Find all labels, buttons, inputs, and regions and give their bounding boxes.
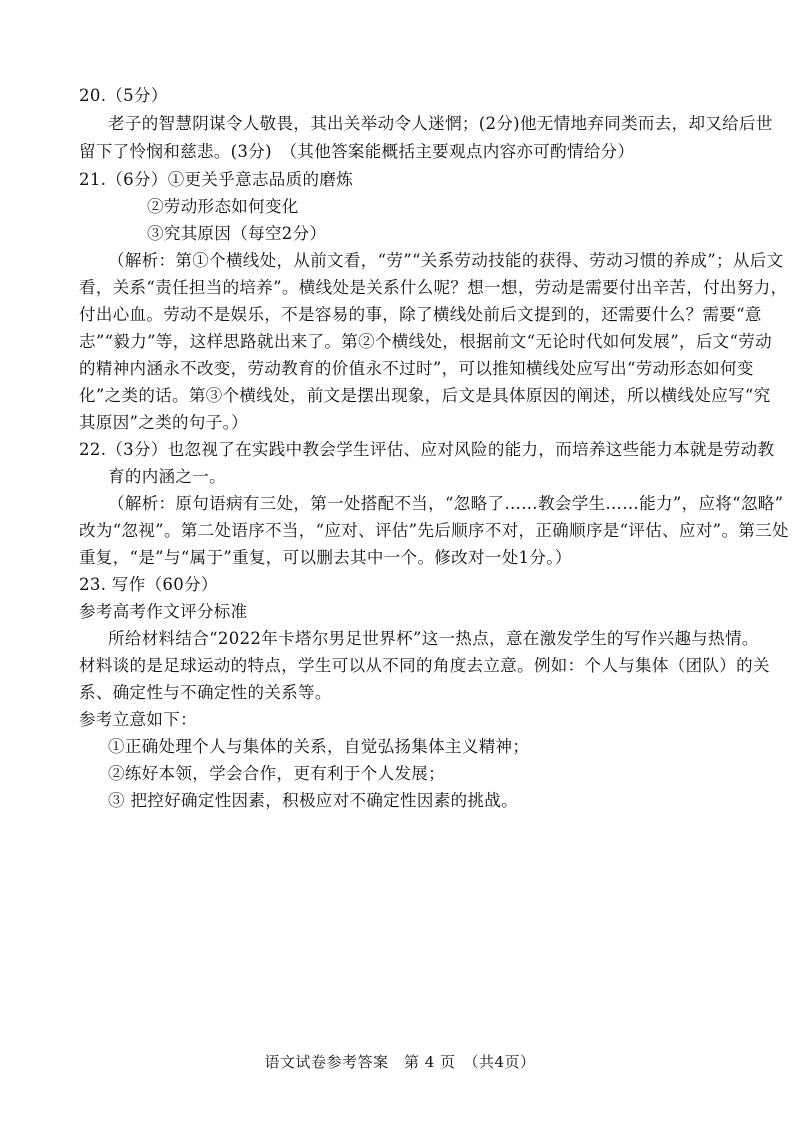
- q23-idea-3: ③ 把控好确定性因素，积极应对不确定性因素的挑战。: [108, 791, 518, 810]
- q22-analysis-line-2: 改为“忽视”。第二处语序不当，“应对、评估”先后顺序不对，正确顺序是“评估、应对”。第三处: [79, 521, 789, 540]
- q23-idea-1: ①正确处理个人与集体的关系，自觉弘扬集体主义精神；: [108, 737, 530, 756]
- q20-answer-line-1: 老子的智慧阴谋令人敬畏，其出关举动令人迷惘；(2分)他无情地弃同类而去，却又给后世: [108, 114, 773, 133]
- q21-analysis-line-6: 化”之类的话。第③个横线处，前文是摆出现象，后文是具体原因的阐述，所以横线处应写“究: [79, 386, 771, 405]
- q22-answer-continuation: 育的内涵之一。: [108, 467, 226, 486]
- q21-answer-3: ③究其原因（每空2分）: [147, 224, 327, 243]
- q23-heading: 23. 写作（60分）: [79, 575, 218, 594]
- q21-analysis-line-7: 其原因”之类的句子。）: [79, 413, 249, 432]
- q22-analysis-line-3: 重复，“是”与“属于”重复，可以删去其中一个。修改对一处1分。）: [79, 548, 572, 567]
- q23-subheading: 参考高考作文评分标准: [79, 602, 248, 621]
- q22-analysis-line-1: （解析：原句语病有三处，第一处搭配不当，“忽略了……教会学生……能力”，应将“忽略”: [108, 494, 784, 513]
- q23-paragraph-line-1: 所给材料结合“2022年卡塔尔男足世界杯”这一热点，意在激发学生的写作兴趣与热情。: [108, 629, 759, 648]
- q21-answer-2: ②劳动形态如何变化: [147, 197, 299, 216]
- q21-heading: 21.（6分）①更关乎意志品质的磨炼: [79, 170, 354, 189]
- q21-analysis-line-3: 付出心血。劳动不是娱乐，不是容易的事，除了横线处前后文提到的，还需要什么？需要“意: [79, 305, 762, 324]
- q20-answer-line-2: 留下了怜悯和慈悲。(3分) （其他答案能概括主要观点内容亦可酌情给分）: [79, 142, 635, 161]
- q23-paragraph-line-2: 材料谈的是足球运动的特点，学生可以从不同的角度去立意。例如：个人与集体（团队）的关: [79, 656, 770, 675]
- q21-analysis-line-5: 的精神内涵永不改变，劳动教育的价值永不过时”，可以推知横线处应写出“劳动形态如何变: [79, 359, 754, 378]
- q22-heading: 22.（3分）也忽视了在实践中教会学生评估、应对风险的能力，而培养这些能力本就是劳动教: [79, 440, 775, 459]
- q21-analysis-line-2: 看，关系“责任担当的培养”。横线处是关系什么呢？想一想，劳动是需要付出辛苦，付出努力，: [79, 278, 788, 297]
- q23-paragraph-line-3: 系、确定性与不确定性的关系等。: [79, 683, 332, 702]
- q21-analysis-line-4: 志”“毅力”等，这样思路就出来了。第②个横线处，根据前文“无论时代如何发展”，后文“劳动: [79, 332, 773, 351]
- page-footer: 语文试卷参考答案 第 4 页 （共4页）: [264, 1053, 536, 1071]
- q23-ideas-heading: 参考立意如下：: [79, 710, 197, 729]
- q20-heading: 20.（5分）: [79, 86, 168, 105]
- q23-idea-2: ②练好本领，学会合作，更有利于个人发展；: [108, 764, 445, 783]
- q21-analysis-line-1: （解析：第①个横线处，从前文看，“劳”“关系劳动技能的获得、劳动习惯的养成”；从后文: [108, 251, 784, 270]
